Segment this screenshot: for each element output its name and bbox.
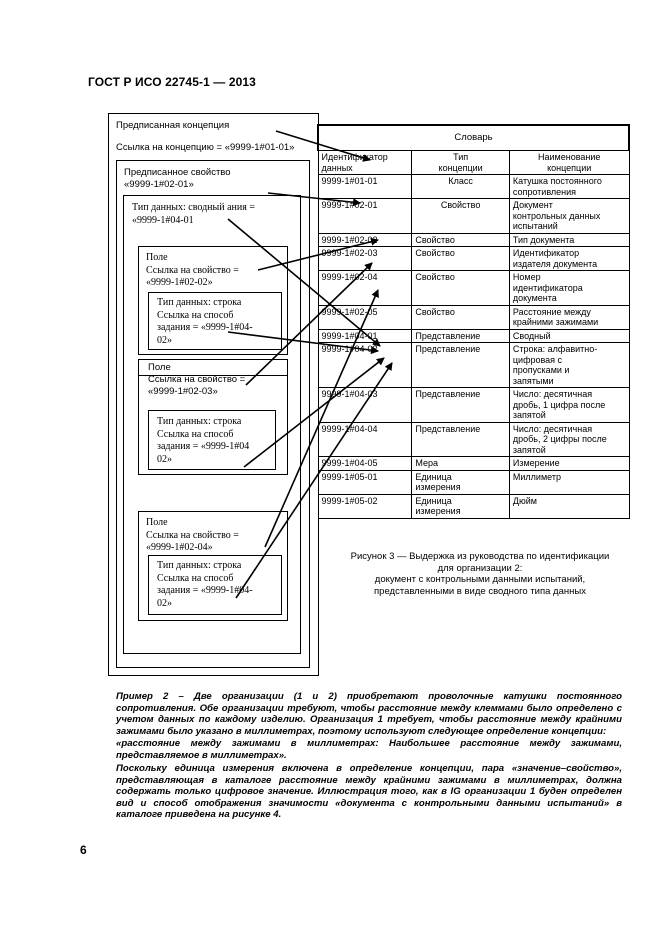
concept-title: Предписанная концепция [116, 120, 230, 131]
cell-type: Свойство [412, 233, 510, 247]
table-row [318, 388, 629, 423]
cell-type: Свойство [412, 247, 510, 271]
table-row [318, 271, 629, 306]
example-text: Пример 2 – Две организации (1 и 2) приобретают проволочные катушки постоянного сопротивления. Обе организации требуют, чтобы расстояние между клеммами было определено с учетом данных по каждому изделию. Организация 1 требует, чтобы расстояние между крайними зажимами было указано в миллиметрах, поэтому используют следующее определение концепции: [116, 691, 622, 737]
dictionary-body [318, 175, 629, 519]
cell-type: Единица измерения [412, 470, 510, 494]
field1-ref-line2: «9999-1#02-02» [146, 277, 213, 288]
cell-id: 9999-1#04-02 [318, 343, 412, 388]
standard-header: ГОСТ Р ИСО 22745-1 — 2013 [88, 75, 256, 89]
column-header-name: Наименование концепции [509, 151, 629, 175]
cell-type: Свойство [412, 271, 510, 306]
cell-type: Представление [412, 329, 510, 343]
property-title: Предписанное свойство [124, 167, 231, 178]
cell-name: Идентификатор издателя документа [509, 247, 629, 271]
example-paragraph [116, 691, 622, 737]
field2-ref-line1: Ссылка на свойство = [148, 374, 246, 385]
table-row [318, 247, 629, 271]
summary-type-line2: «9999-1#04-01 [132, 215, 194, 226]
cell-id: 9999-1#01-01 [318, 175, 412, 199]
cell-id: 9999-1#04-05 [318, 457, 412, 471]
table-row [318, 457, 629, 471]
explanation-text: Поскольку единица измерения включена в определение концепции, пара «значение–свойство», представляющая в каталоге расстояние между крайними зажимами в миллиметрах, должна содержать только цифровое значение. Иллюстрация того, как в IG организации 1 буден определен вид и способ отображения значимости «документа с контрольными данными испытаний» в каталоге приведена на рисунке 4. [116, 763, 622, 820]
cell-name: Число: десятичная дробь, 2 цифры после запятой [509, 422, 629, 457]
cell-id: 9999-1#02-05 [318, 305, 412, 329]
cell-type: Класс [412, 175, 510, 199]
cell-id: 9999-1#04-01 [318, 329, 412, 343]
cell-id: 9999-1#02-03 [318, 247, 412, 271]
field1-type: Тип данных: строка Ссылка на способ задания = «9999-1#04- 02» [157, 297, 253, 346]
summary-type-line1: Тип данных: сводный ания = [132, 202, 255, 213]
property-ref: «9999-1#02-01» [124, 179, 194, 190]
explanation-paragraph [116, 763, 622, 821]
table-row [318, 494, 629, 518]
field3-ref-line1: Ссылка на свойство = [146, 530, 239, 541]
definition-text: «расстояние между зажимами в миллиметрах: Наибольшее расстояние между зажимами, представляемое в миллиметрах». [116, 738, 622, 761]
cell-type: Мера [412, 457, 510, 471]
field2-ref-line2: «9999-1#02-03» [148, 386, 218, 397]
table-row [318, 305, 629, 329]
cell-name: Номер идентификатора документа [509, 271, 629, 306]
field3-type: Тип данных: строка Ссылка на способ задания = «9999-1#04- 02» [157, 560, 253, 609]
definition-paragraph [116, 738, 622, 761]
cell-id: 9999-1#02-01 [318, 199, 412, 234]
column-header-type: Тип концепции [412, 151, 510, 175]
cell-id: 9999-1#02-02 [318, 233, 412, 247]
table-row [318, 175, 629, 199]
table-row [318, 329, 629, 343]
dictionary-title: Словарь [318, 125, 629, 151]
cell-name: Миллиметр [509, 470, 629, 494]
field3-title: Поле [146, 517, 168, 528]
cell-type: Свойство [412, 305, 510, 329]
cell-type: Единица измерения [412, 494, 510, 518]
figure-caption: Рисунок 3 — Выдержка из руководства по идентификации для организации 2: документ с контрольными данными испытаний, представленными в виде сводного типа данных [350, 551, 610, 597]
cell-type: Представление [412, 422, 510, 457]
field2-title: Поле [148, 362, 171, 373]
cell-name: Документ контрольных данных испытаний [509, 199, 629, 234]
cell-name: Катушка постоянного сопротивления [509, 175, 629, 199]
field1-title: Поле [146, 252, 168, 263]
column-header-id: Идентификатор данных [318, 151, 412, 175]
table-row [318, 470, 629, 494]
cell-id: 9999-1#05-01 [318, 470, 412, 494]
dictionary-table [317, 124, 630, 519]
field2-type: Тип данных: строка Ссылка на способ задания = «9999-1#04 02» [157, 416, 250, 465]
cell-type: Представление [412, 343, 510, 388]
cell-name: Тип документа [509, 233, 629, 247]
cell-name: Дюйм [509, 494, 629, 518]
cell-name: Расстояние между крайними зажимами [509, 305, 629, 329]
table-row [318, 343, 629, 388]
cell-name: Измерение [509, 457, 629, 471]
cell-id: 9999-1#04-04 [318, 422, 412, 457]
table-row [318, 233, 629, 247]
field3-ref-line2: «9999-1#02-04» [146, 542, 213, 553]
cell-type: Представление [412, 388, 510, 423]
cell-id: 9999-1#05-02 [318, 494, 412, 518]
cell-name: Строка: алфавитно- цифровая с пропусками и запятыми [509, 343, 629, 388]
table-row [318, 199, 629, 234]
concept-ref: Ссылка на концепцию = «9999-1#01-01» [116, 142, 295, 153]
cell-name: Сводный [509, 329, 629, 343]
cell-type: Свойство [412, 199, 510, 234]
cell-id: 9999-1#02-04 [318, 271, 412, 306]
table-row [318, 422, 629, 457]
field1-ref-line1: Ссылка на свойство = [146, 265, 239, 276]
cell-name: Число: десятичная дробь, 1 цифра после запятой [509, 388, 629, 423]
page-number: 6 [80, 843, 87, 857]
cell-id: 9999-1#04-03 [318, 388, 412, 423]
